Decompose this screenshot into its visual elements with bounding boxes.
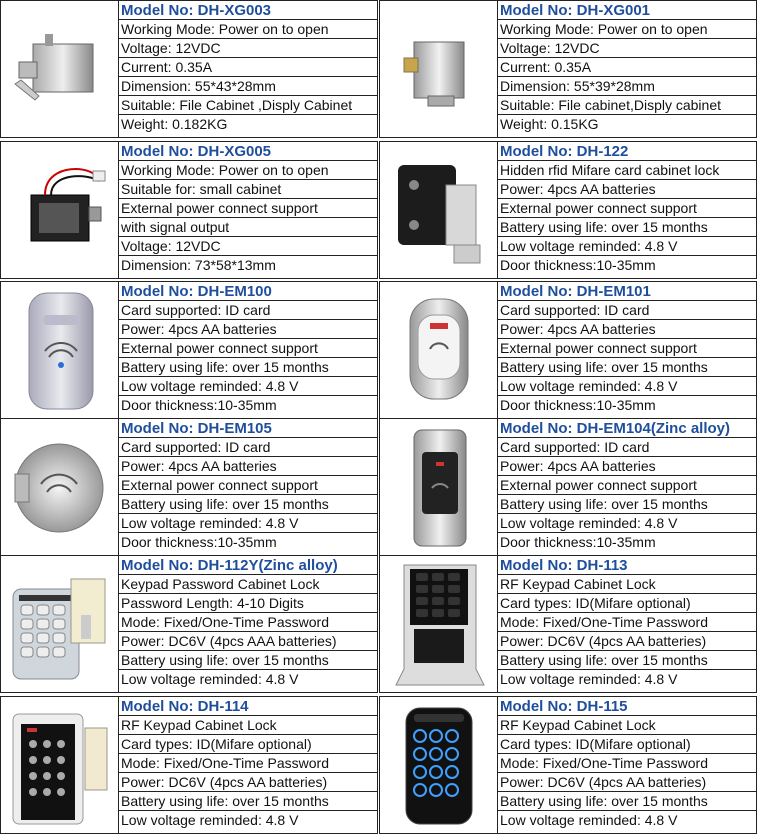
- spec-line: Low voltage reminded: 4.8 V: [500, 671, 678, 687]
- model-number: Model No: DH-114: [119, 697, 377, 716]
- spec-line: Low voltage reminded: 4.8 V: [121, 812, 299, 828]
- spec-line: Dimension: 55*39*28mm: [498, 77, 756, 96]
- spec-line: External power connect support: [498, 339, 756, 358]
- spec-line: Door thickness:10-35mm: [500, 257, 656, 273]
- product-cell: [379, 418, 757, 556]
- spec-line: RF Keypad Cabinet Lock: [119, 716, 377, 735]
- spec-line: Card types: ID(Mifare optional): [119, 735, 377, 754]
- spec-line: Voltage: 12VDC: [119, 39, 377, 58]
- spec-line: Battery using life: over 15 months: [119, 792, 377, 811]
- product-cell: [379, 281, 757, 419]
- spec-line: Current: 0.35A: [119, 58, 377, 77]
- spec-line: External power connect support: [119, 199, 377, 218]
- spec-line: Door thickness:10-35mm: [500, 397, 656, 413]
- spec-line: Battery using life: over 15 months: [498, 218, 756, 237]
- bolt-lock-icon: [1, 1, 118, 137]
- spec-list: [118, 556, 377, 692]
- spec-list: [118, 142, 377, 278]
- spec-line: Card supported: ID card: [119, 438, 377, 457]
- spec-list: [497, 419, 756, 555]
- spec-line: Door thickness:10-35mm: [500, 534, 656, 550]
- bolt-lock-small-icon: [380, 1, 497, 137]
- spec-list: [118, 282, 377, 418]
- spec-line: Door thickness:10-35mm: [121, 397, 277, 413]
- spec-line: Power: 4pcs AA batteries: [498, 180, 756, 199]
- model-number: Model No: DH-EM105: [119, 419, 377, 438]
- spec-line: Battery using life: over 15 months: [498, 495, 756, 514]
- card-lock-silver-icon: [1, 282, 118, 418]
- spec-line: Card types: ID(Mifare optional): [498, 594, 756, 613]
- spec-list: [118, 697, 377, 833]
- model-number: Model No: DH-XG005: [119, 142, 377, 161]
- spec-line: Mode: Fixed/One-Time Password: [119, 754, 377, 773]
- spec-line: Low voltage reminded: 4.8 V: [498, 377, 756, 396]
- spec-line: Power: DC6V (4pcs AAA batteries): [119, 632, 377, 651]
- spec-line: External power connect support: [498, 476, 756, 495]
- keypad-lock-silver-icon: [380, 556, 497, 692]
- spec-line: with signal output: [119, 218, 377, 237]
- keypad-lock-black-icon: [380, 697, 497, 833]
- spec-list: [497, 282, 756, 418]
- spec-list: [497, 697, 756, 833]
- product-row: [0, 281, 757, 419]
- spec-list: [497, 556, 756, 692]
- product-cell: [0, 418, 378, 556]
- product-row: [0, 696, 757, 834]
- card-lock-zinc-icon: [380, 419, 497, 555]
- product-cell: [379, 141, 757, 279]
- spec-line: Power: DC6V (4pcs AA batteries): [119, 773, 377, 792]
- product-cell: [0, 0, 378, 138]
- product-cell: [379, 555, 757, 693]
- product-cell: [0, 696, 378, 834]
- spec-line: Low voltage reminded: 4.8 V: [121, 671, 299, 687]
- spec-line: Door thickness:10-35mm: [121, 534, 277, 550]
- spec-line: Dimension: 55*43*28mm: [119, 77, 377, 96]
- spec-line: Voltage: 12VDC: [119, 237, 377, 256]
- spec-line: Working Mode: Power on to open: [498, 20, 756, 39]
- spec-line: RF Keypad Cabinet Lock: [498, 575, 756, 594]
- spec-list: [118, 1, 377, 137]
- spec-line: Card types: ID(Mifare optional): [498, 735, 756, 754]
- card-lock-round-icon: [1, 419, 118, 555]
- model-number: Model No: DH-115: [498, 697, 756, 716]
- spec-line: Weight: 0.15KG: [500, 116, 599, 132]
- spec-line: Low voltage reminded: 4.8 V: [119, 377, 377, 396]
- spec-line: Power: 4pcs AA batteries: [119, 457, 377, 476]
- keypad-lock-white-icon: [1, 697, 118, 833]
- spec-line: Power: 4pcs AA batteries: [498, 457, 756, 476]
- spec-line: External power connect support: [119, 339, 377, 358]
- product-cell: [379, 0, 757, 138]
- spec-line: Low voltage reminded: 4.8 V: [498, 237, 756, 256]
- product-row: [0, 141, 757, 279]
- spec-line: Working Mode: Power on to open: [119, 161, 377, 180]
- model-number: Model No: DH-112Y(Zinc alloy): [119, 556, 377, 575]
- model-number: Model No: DH-XG001: [498, 1, 756, 20]
- keypad-lock-icon: [1, 556, 118, 692]
- model-number: Model No: DH-122: [498, 142, 756, 161]
- spec-list: [497, 1, 756, 137]
- spec-line: Suitable for: small cabinet: [119, 180, 377, 199]
- spec-list: [497, 142, 756, 278]
- spec-line: Low voltage reminded: 4.8 V: [119, 514, 377, 533]
- spec-line: Suitable: File cabinet,Disply cabinet: [498, 96, 756, 115]
- product-cell: [0, 281, 378, 419]
- spec-line: Battery using life: over 15 months: [119, 495, 377, 514]
- model-number: Model No: DH-113: [498, 556, 756, 575]
- spec-line: Mode: Fixed/One-Time Password: [498, 754, 756, 773]
- spec-line: Low voltage reminded: 4.8 V: [498, 514, 756, 533]
- spec-line: Battery using life: over 15 months: [498, 358, 756, 377]
- product-cell: [379, 696, 757, 834]
- spec-line: Battery using life: over 15 months: [498, 792, 756, 811]
- solenoid-lock-icon: [1, 142, 118, 278]
- product-cell: [0, 555, 378, 693]
- spec-line: Power: 4pcs AA batteries: [119, 320, 377, 339]
- spec-line: External power connect support: [119, 476, 377, 495]
- spec-line: Battery using life: over 15 months: [498, 651, 756, 670]
- spec-line: Current: 0.35A: [498, 58, 756, 77]
- spec-line: Hidden rfid Mifare card cabinet lock: [498, 161, 756, 180]
- spec-line: Power: DC6V (4pcs AA batteries): [498, 773, 756, 792]
- product-row: [0, 418, 757, 556]
- product-row: [0, 555, 757, 693]
- spec-line: Suitable: File Cabinet ,Disply Cabinet: [119, 96, 377, 115]
- model-number: Model No: DH-EM104(Zinc alloy): [498, 419, 756, 438]
- spec-line: Password Length: 4-10 Digits: [119, 594, 377, 613]
- spec-line: Card supported: ID card: [498, 438, 756, 457]
- spec-line: Dimension: 73*58*13mm: [121, 257, 276, 273]
- spec-line: Voltage: 12VDC: [498, 39, 756, 58]
- spec-line: External power connect support: [498, 199, 756, 218]
- spec-line: Mode: Fixed/One-Time Password: [498, 613, 756, 632]
- spec-list: [118, 419, 377, 555]
- model-number: Model No: DH-XG003: [119, 1, 377, 20]
- spec-line: Battery using life: over 15 months: [119, 651, 377, 670]
- spec-line: Working Mode: Power on to open: [119, 20, 377, 39]
- model-number: Model No: DH-EM100: [119, 282, 377, 301]
- rfid-box-lock-icon: [380, 142, 497, 278]
- spec-line: Power: DC6V (4pcs AA batteries): [498, 632, 756, 651]
- spec-line: Low voltage reminded: 4.8 V: [500, 812, 678, 828]
- spec-line: Card supported: ID card: [498, 301, 756, 320]
- spec-line: Weight: 0.182KG: [121, 116, 228, 132]
- card-lock-handle-icon: [380, 282, 497, 418]
- spec-line: RF Keypad Cabinet Lock: [498, 716, 756, 735]
- spec-line: Card supported: ID card: [119, 301, 377, 320]
- spec-line: Power: 4pcs AA batteries: [498, 320, 756, 339]
- spec-line: Keypad Password Cabinet Lock: [119, 575, 377, 594]
- product-row: [0, 0, 757, 138]
- model-number: Model No: DH-EM101: [498, 282, 756, 301]
- spec-line: Mode: Fixed/One-Time Password: [119, 613, 377, 632]
- spec-line: Battery using life: over 15 months: [119, 358, 377, 377]
- product-cell: [0, 141, 378, 279]
